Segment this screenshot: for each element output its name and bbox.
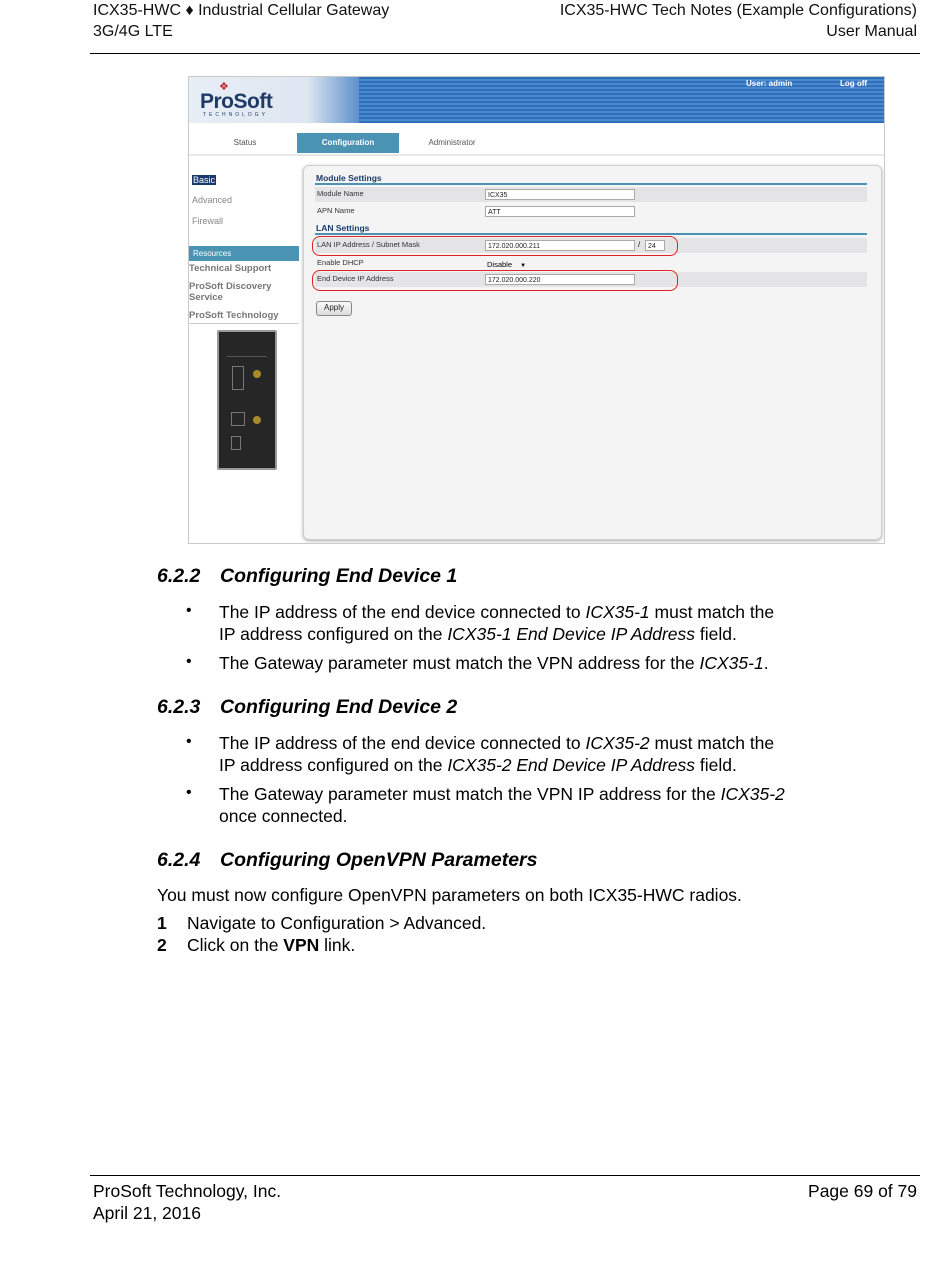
module-name-label: Module Name <box>317 189 364 198</box>
header-right-line2: User Manual <box>826 23 917 40</box>
text-run: IP address configured on the <box>219 755 448 775</box>
end-device-input[interactable]: 172.020.000.220 <box>485 274 635 285</box>
text-run-emphasis: ICX35-1 <box>585 602 650 622</box>
section-title: Configuring End Device 1 <box>220 565 458 587</box>
section-title: Configuring OpenVPN Parameters <box>220 849 538 871</box>
paragraph-line <box>219 783 785 805</box>
text-run: must match the <box>649 733 775 753</box>
text-run-emphasis: ICX35-2 End Device IP Address <box>447 755 696 775</box>
text-run-emphasis: ICX35-1 End Device IP Address <box>447 624 696 644</box>
footer-page-number: Page 69 of 79 <box>808 1181 917 1201</box>
paragraph-line: once connected. <box>219 806 348 826</box>
device-ethernet-port <box>231 412 245 426</box>
tab-divider <box>189 154 885 156</box>
logo-area <box>189 77 359 123</box>
apn-name-input[interactable]: ATT <box>485 206 635 217</box>
text-run: The IP address of the end device connected to <box>219 733 586 753</box>
configuration-screenshot <box>188 76 885 544</box>
device-antenna-port-2 <box>253 416 261 424</box>
module-settings-title: Module Settings <box>316 173 382 183</box>
section-heading-622 <box>157 565 457 588</box>
resource-technical-support[interactable]: Technical Support <box>189 263 272 274</box>
prosoft-logo-icon: ❖ <box>219 81 229 93</box>
paragraph-line <box>219 601 774 623</box>
sidebar-divider <box>189 323 299 324</box>
resources-heading: Resources <box>189 246 299 261</box>
bullet-icon: • <box>186 653 192 670</box>
module-name-row <box>315 187 867 202</box>
device-usb-port <box>231 436 241 450</box>
text-run: field. <box>695 624 737 644</box>
paragraph-line <box>219 732 774 754</box>
dhcp-row <box>315 256 867 271</box>
dhcp-select[interactable] <box>487 260 526 269</box>
footer-date: April 21, 2016 <box>93 1203 201 1223</box>
bullet-icon: • <box>186 602 192 619</box>
lan-ip-label: LAN IP Address / Subnet Mask <box>317 240 420 249</box>
lan-ip-input[interactable]: 172.020.000.211 <box>485 240 635 251</box>
logoff-link[interactable]: Log off <box>840 79 868 88</box>
text-run-emphasis: ICX35-2 <box>720 784 785 804</box>
step-number: 2 <box>157 935 167 955</box>
apn-name-row <box>315 204 867 219</box>
footer-company: ProSoft Technology, Inc. <box>93 1181 282 1201</box>
footer-rule <box>90 1175 920 1176</box>
highlight-lan-ip <box>312 236 678 256</box>
header-right-line1: ICX35-HWC Tech Notes (Example Configurations) <box>559 2 917 19</box>
bullet-icon: • <box>186 784 192 801</box>
sidebar-link-basic[interactable]: Basic <box>193 175 216 185</box>
section-number: 6.2.3 <box>157 696 201 718</box>
highlight-end-device <box>312 270 678 291</box>
dhcp-label: Enable DHCP <box>317 258 364 267</box>
section-number: 6.2.4 <box>157 849 201 871</box>
text-run-emphasis: ICX35-2 <box>585 733 650 753</box>
user-label: User: admin <box>746 79 793 88</box>
section-title: Configuring End Device 2 <box>220 696 458 718</box>
section-number: 6.2.2 <box>157 565 201 587</box>
apply-button[interactable]: Apply <box>316 301 352 316</box>
resource-discovery-service[interactable]: ProSoft Discovery Service <box>189 281 272 303</box>
text-run: The Gateway parameter must match the VPN address for the <box>219 653 700 673</box>
text-run: . <box>763 653 769 673</box>
tab-configuration[interactable]: Configuration <box>297 133 399 153</box>
module-name-input[interactable]: ICX35 <box>485 189 635 200</box>
paragraph-line <box>219 652 769 674</box>
dropdown-arrow-icon: ▼ <box>520 263 527 269</box>
section-intro: You must now configure OpenVPN parameters on both ICX35-HWC radios. <box>157 885 742 905</box>
device-serial-port <box>232 366 244 390</box>
sidebar-link-firewall[interactable]: Firewall <box>192 216 224 226</box>
text-run: The Gateway parameter must match the VPN IP address for the <box>219 784 721 804</box>
module-settings-rule <box>315 183 867 185</box>
text-run: must match the <box>649 602 775 622</box>
header-left-line1: ICX35-HWC ♦ Industrial Cellular Gateway <box>93 2 390 19</box>
text-run: field. <box>695 755 737 775</box>
apn-name-label: APN Name <box>317 206 355 215</box>
prosoft-logo: ProSoft <box>200 90 273 113</box>
text-run: Click on the <box>187 935 284 955</box>
resource-prosoft-technology[interactable]: ProSoft Technology <box>189 310 279 321</box>
bullet-icon: • <box>186 733 192 750</box>
end-device-label: End Device IP Address <box>317 274 394 283</box>
lan-settings-title: LAN Settings <box>316 223 370 233</box>
gateway-device-image <box>217 330 277 470</box>
tab-bar <box>189 133 885 155</box>
settings-panel <box>303 165 882 540</box>
text-run: IP address configured on the <box>219 624 448 644</box>
device-led-panel <box>227 342 267 357</box>
subnet-mask-input[interactable]: 24 <box>645 240 665 251</box>
text-run: link. <box>319 935 356 955</box>
dhcp-select-value: Disable <box>487 260 513 269</box>
section-heading-624 <box>157 849 537 872</box>
tab-administrator[interactable]: Administrator <box>428 138 476 147</box>
header-left-line2: 3G/4G LTE <box>93 23 173 40</box>
paragraph-line <box>219 754 737 776</box>
prosoft-logo-sub: TECHNOLOGY <box>203 112 269 118</box>
device-antenna-port-1 <box>253 370 261 378</box>
banner <box>189 77 885 123</box>
text-run: The IP address of the end device connected to <box>219 602 586 622</box>
tab-status[interactable]: Status <box>233 138 257 147</box>
section-heading-623 <box>157 696 457 719</box>
subnet-separator: / <box>638 240 641 249</box>
header-rule <box>90 53 920 54</box>
step-number: 1 <box>157 913 167 933</box>
sidebar-link-advanced[interactable]: Advanced <box>192 195 233 205</box>
text-run-emphasis: ICX35-1 <box>699 653 764 673</box>
paragraph-line <box>219 623 737 645</box>
step-text: Navigate to Configuration > Advanced. <box>187 913 487 933</box>
step-text <box>187 934 355 956</box>
text-run-bold: VPN <box>283 935 320 955</box>
lan-settings-rule <box>315 233 867 235</box>
